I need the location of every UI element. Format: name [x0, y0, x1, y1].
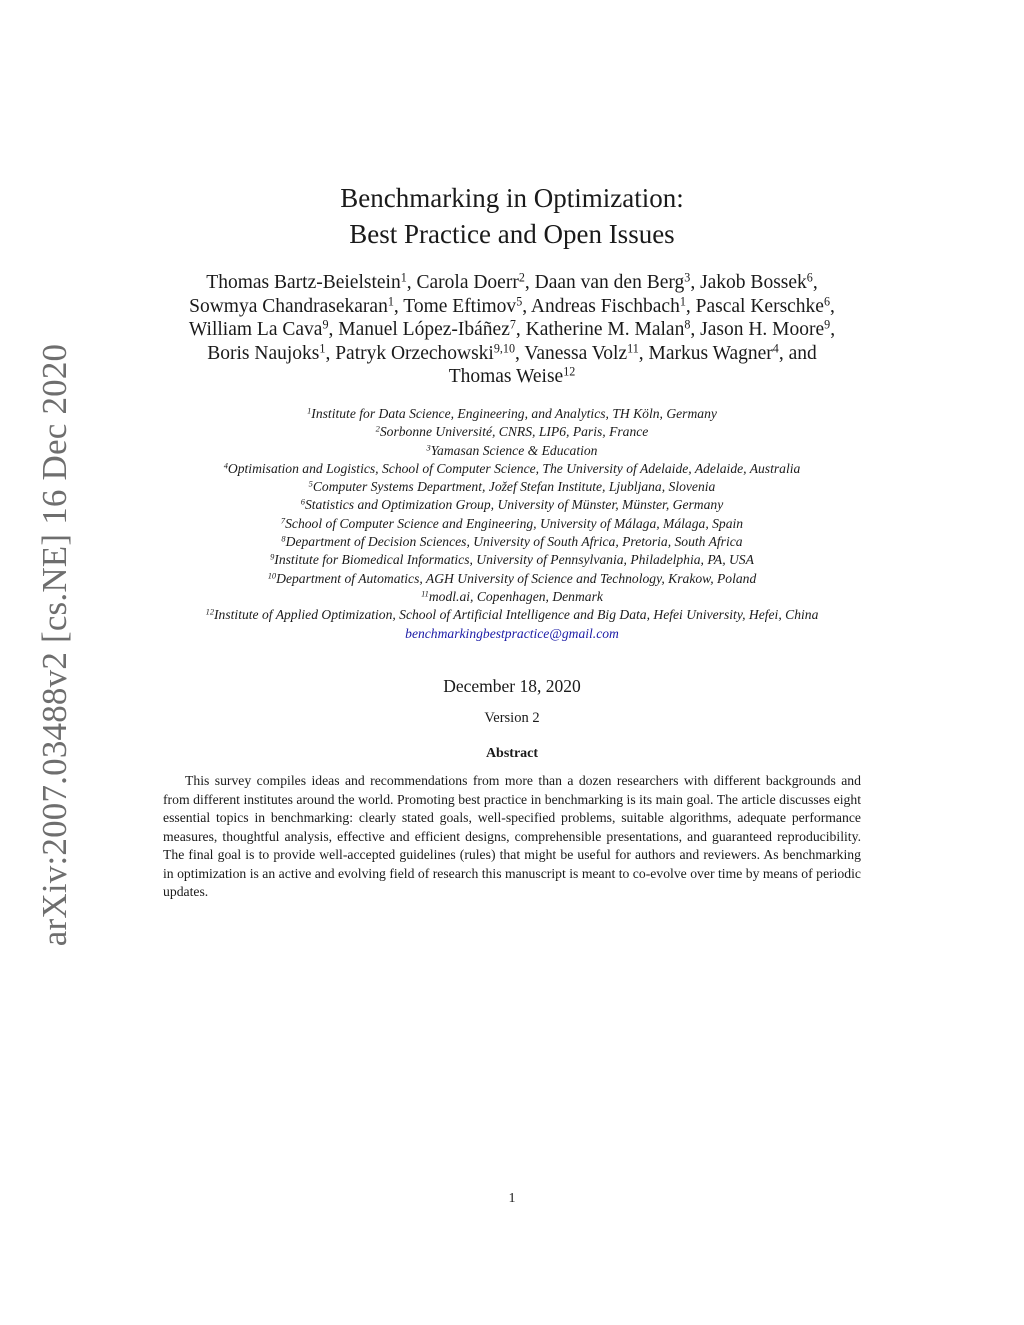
affiliation: $^{11}$modl.ai, Copenhagen, Denmark: [421, 588, 603, 604]
author: Patryk Orzechowski$^{9,10}$,: [335, 341, 525, 364]
contact-email-link[interactable]: benchmarkingbestpractice@gmail.com: [405, 625, 619, 641]
author: Vanessa Volz$^{11}$,: [524, 341, 649, 364]
author: Pascal Kerschke$^6$,: [695, 293, 835, 317]
author: Markus Wagner$^4$, and: [648, 341, 817, 364]
affiliation: $^5$Computer Systems Department, Jožef Stefan Institute, Ljubljana, Slovenia: [308, 478, 716, 495]
affiliation: $^3$Yamasan Science & Education: [426, 441, 598, 458]
author: Manuel López-Ibáñez$^7$,: [338, 317, 526, 341]
author: Carola Doerr$^2$,: [416, 270, 535, 293]
affiliation: $^6$Statistics and Optimization Group, University of Münster, Münster, Germany: [300, 496, 724, 513]
affiliation: $^{12}$Institute of Applied Optimization, School of Artificial Intelligence and Big Data, Hefei University, Hefei, China: [205, 606, 819, 623]
author: Sowmya Chandrasekaran$^1$,: [189, 293, 404, 317]
title-line-1: Benchmarking in Optimization:: [340, 183, 684, 213]
author: Jakob Bossek$^6$,: [700, 270, 818, 293]
abstract-body: This survey compiles ideas and recommendations from more than a dozen researchers with different backgrounds and from different institutes around the world. Promoting best practice in benchmarking is its main goal. The article discusses eight essential topics in benchmarking: clearly stated goals, well-specified problems, suitable algorithms, adequate performance measures, thoughtful analysis, effective and efficient designs, comprehensible presentations, and guaranteed reproducibility. The final goal is to provide well-accepted guidelines (rules) that might be useful for authors and reviewers. As benchmarking in optimization is an active and evolving field of research this manuscript is meant to co-evolve over time by means of periodic updates.: [163, 773, 861, 899]
abstract-heading: Abstract: [485, 746, 539, 761]
version-label: Version 2: [484, 710, 540, 726]
author: Boris Naujoks$^1$,: [207, 341, 336, 364]
affiliation: $^1$Institute for Data Science, Engineering, and Analytics, TH Köln, Germany: [307, 405, 717, 421]
author: Thomas Bartz-Beielstein$^1$,: [206, 270, 417, 293]
affiliation: $^2$Sorbonne Université, CNRS, LIP6, Paris, France: [375, 423, 649, 440]
author: Jason H. Moore$^9$,: [700, 317, 836, 341]
page-number: 1: [508, 1191, 516, 1206]
title-line-2: Best Practice and Open Issues: [349, 219, 675, 249]
author: Katherine M. Malan$^8$,: [525, 317, 701, 341]
author: Daan van den Berg$^3$,: [534, 270, 701, 293]
publication-date: December 18, 2020: [443, 676, 581, 696]
affiliation-list: [0, 405, 1024, 643]
author: William La Cava$^9$,: [188, 317, 339, 341]
author: Andreas Fischbach$^1$,: [530, 293, 696, 317]
affiliation: $^9$Institute for Biomedical Informatics, University of Pennsylvania, Philadelphia, PA, USA: [270, 551, 754, 568]
contact-email-row: [0, 625, 1024, 643]
paper-title: [0, 180, 1024, 252]
affiliation: $^4$Optimisation and Logistics, School of Computer Science, The University of Adelaide, Adelaide, Australia: [223, 460, 801, 476]
affiliation: $^{10}$Department of Automatics, AGH University of Science and Technology, Krakow, Poland: [267, 570, 757, 586]
author: Tome Eftimov$^5$,: [403, 293, 531, 317]
arxiv-identifier-stamp[interactable]: arXiv:2007.03488v2 [cs.NE] 16 Dec 2020: [35, 343, 74, 947]
affiliation: $^7$School of Computer Science and Engineering, University of Málaga, Málaga, Spain: [280, 515, 744, 531]
affiliation: $^8$Department of Decision Sciences, University of South Africa, Pretoria, South Africa: [281, 533, 743, 550]
author-list: [120, 271, 904, 389]
author: Thomas Weise$^{12}$: [448, 364, 576, 388]
